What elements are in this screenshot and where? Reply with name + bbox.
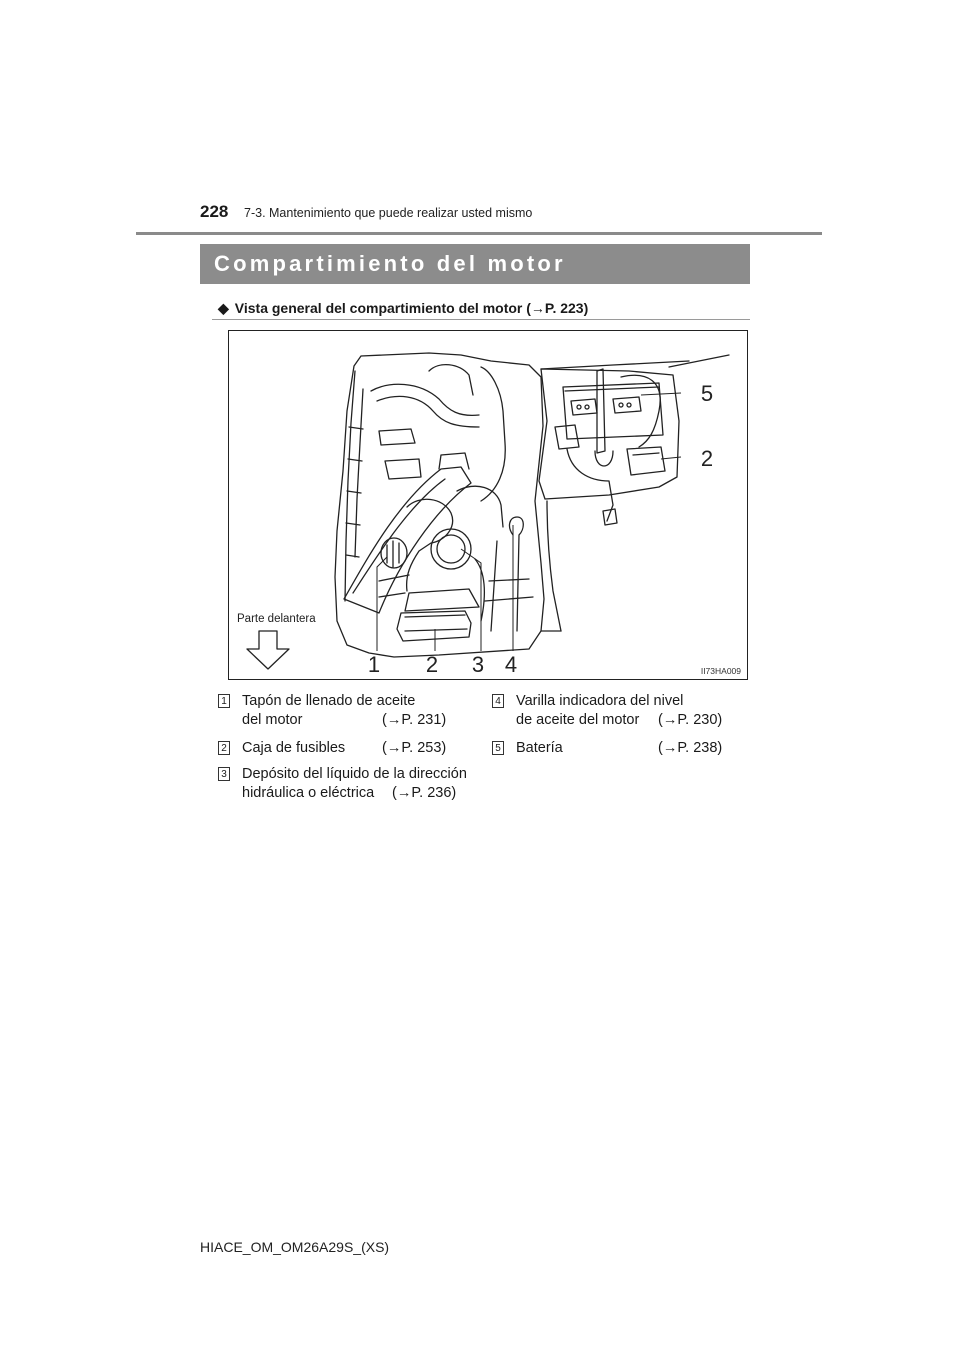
running-head: 7-3. Mantenimiento que puede realizar usted mismo: [244, 206, 533, 220]
legend-number-badge: 4: [492, 694, 504, 708]
section-title-bar: [200, 244, 750, 284]
diamond-bullet-icon: ◆: [218, 300, 229, 316]
callout-2: 2: [425, 652, 439, 677]
legend-label: Tapón de llenado de aceite: [242, 693, 416, 709]
legend-page-ref: (→P. 238): [658, 740, 723, 756]
legend-item-4: [492, 692, 754, 732]
legend-page-ref: (→P. 230): [658, 712, 723, 728]
callout-5: 5: [700, 381, 714, 406]
legend-item-5: [492, 739, 754, 759]
footer-doc-code: HIACE_OM_OM26A29S_(XS): [200, 1239, 390, 1255]
subheading-rule: [212, 319, 750, 320]
subheading-text: Vista general del compartimiento del motor (→P. 223): [234, 300, 589, 316]
legend-number-badge: 5: [492, 741, 504, 755]
callout-1: 1: [367, 652, 381, 677]
legend-label-cont: de aceite del motor: [516, 712, 640, 728]
legend-label: Batería: [516, 740, 563, 756]
callout-3: 3: [471, 652, 485, 677]
callout-4: 4: [504, 652, 518, 677]
engine-illustration: [229, 331, 748, 680]
subheading: [218, 300, 588, 317]
page-number: 228: [200, 202, 229, 221]
legend-item-2: [218, 739, 480, 759]
legend-label: Depósito del líquido de la dirección: [242, 766, 467, 782]
legend-label-cont: del motor: [242, 712, 303, 728]
legend-label: Caja de fusibles: [242, 740, 346, 756]
front-label: Parte delantera: [237, 613, 316, 625]
engine-compartment-figure: [228, 330, 748, 680]
legend-label: Varilla indicadora del nivel: [516, 693, 684, 709]
legend-page-ref: (→P. 253): [382, 740, 447, 756]
legend-page-ref: (→P. 236): [392, 785, 457, 801]
legend-label-cont: hidráulica o eléctrica: [242, 785, 375, 801]
header-rule: [136, 232, 822, 235]
legend-number-badge: 2: [218, 741, 230, 755]
legend-item-1: [218, 692, 480, 732]
legend-number-badge: 1: [218, 694, 230, 708]
legend-page-ref: (→P. 231): [382, 712, 447, 728]
legend-number-badge: 3: [218, 767, 230, 781]
figure-code: II73HA009: [700, 666, 741, 676]
legend-item-3: [218, 765, 488, 805]
callout-2b: 2: [700, 446, 714, 471]
section-title: Compartimiento del motor: [214, 251, 566, 276]
